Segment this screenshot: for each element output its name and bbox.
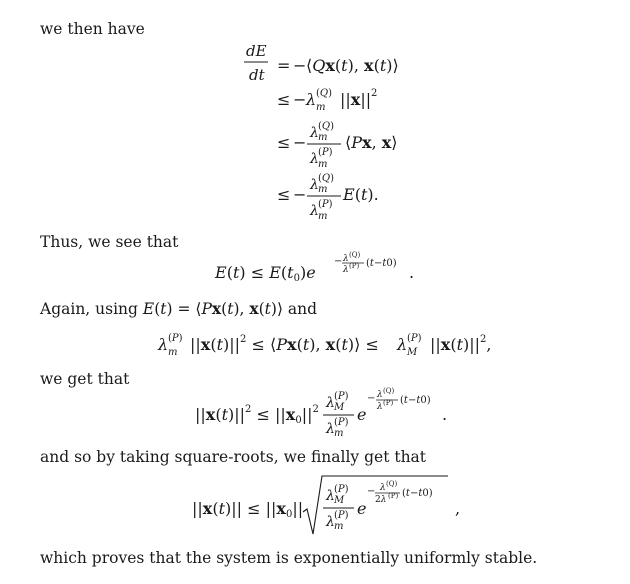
exp-sup-P: (P) [349,262,360,270]
eq-row-3 [277,121,398,170]
exp-minus: − [367,393,376,404]
exp-time: (t−t0) [402,488,433,499]
lambda-den: λ [310,151,319,167]
exp-sup-Q: (Q) [349,251,361,259]
exp-lambda-num: λ [380,483,386,493]
exp-base-e: e [357,405,367,424]
expr-inner-Px-x: ⟨Px, x⟩ [345,133,398,152]
minus-sign: − [293,133,307,152]
equation-norm-sqrt [0,470,630,540]
lambda-den: λ [326,421,335,437]
equation-eigen-bounds [0,326,630,362]
exp-time: (t−t0) [400,395,431,406]
period: . [409,263,415,282]
expr-norm-sq: $||x(t)||^2 \le ||x0||^2$ [195,404,319,426]
exp-lambda-num: λ [377,390,383,400]
lambda: λ [158,335,169,354]
sub-m: m [334,428,344,439]
exp-den-2lambda: 2λ [375,495,387,505]
paragraph-again-text: Again, using [40,300,138,318]
sub-m: m [168,347,178,358]
lambda-den: λ [326,514,335,530]
expr-left: $||x(t)||^2$ ≤ ⟨Px(t), x(t)⟩ ≤ [190,334,379,354]
sub-m: m [334,521,344,532]
sub-m: m [318,184,328,195]
expr-E-t: E(t). [343,185,379,204]
lambda-num: λ [310,125,319,141]
sub-m: m [318,159,328,170]
sup-P: (P) [318,147,333,158]
exp-time: (t−t0) [366,258,397,269]
paragraph-we-then-have: we then have [40,20,145,38]
sup-P: (P) [334,510,349,521]
sub-M: M [334,495,345,506]
sub-m: m [316,102,326,113]
exp-lambda-den: λ [377,402,383,412]
paragraph-square-roots: and so by taking square-roots, we finally get that [40,448,427,466]
comma: , [455,499,461,518]
minus-sign: − [293,185,307,204]
equals-sign: = [277,56,291,75]
eq-row-2 [277,88,377,113]
eq-row-1 [244,42,399,84]
eq-row-4 [277,173,379,222]
sup-P: (P) [318,199,333,210]
exp-minus: − [334,256,343,267]
frac-denominator-dt: dt [249,66,265,84]
sqrt-radical [303,476,448,534]
expr-right: $||x(t)||^2$, [430,334,492,354]
sub-M: M [334,402,345,413]
equation-energy-decay [0,248,630,288]
exp-lambda-num: λ [343,254,349,264]
sup-Q: (Q) [318,173,335,184]
expr-inner-Qx-x: ⟨Qx(t), x(t)⟩ [306,56,399,75]
sup-P: (P) [334,417,349,428]
le-sign: ≤ [277,90,291,109]
exp-lambda-den: λ [343,265,349,275]
paragraph-conclusion: which proves that the system is exponentially uniformly stable. [40,549,538,567]
sup-Q: (Q) [316,88,333,99]
sub-m: m [318,132,328,143]
frac-numerator-dE: dE [246,42,267,60]
lambda-den: λ [310,203,319,219]
lambda-num: λ [326,488,335,504]
lambda-num: λ [310,177,319,193]
lambda: λ [306,90,317,109]
inline-math-energy: E(t) = ⟨Px(t), x(t)⟩ [142,299,288,318]
expr-E-t-le: E(t) ≤ E(t0)e [215,263,316,284]
sup-P: (P) [168,333,183,344]
le-sign: ≤ [277,185,291,204]
equation-norm-squared [0,385,630,445]
paragraph-and-text: and [287,300,318,318]
lambda-num: λ [326,395,335,411]
paragraph-again [40,300,317,318]
le-sign: ≤ [277,133,291,152]
minus-sign: − [293,90,307,109]
expr-norm: ||x(t)|| ≤ ||x0|| [192,499,304,520]
paragraph-thus: Thus, we see that [40,233,179,251]
exp-sup-Q: (Q) [383,387,395,395]
norm-x: ||x|| [340,90,372,109]
sub-m: m [318,211,328,222]
exp-sup-P: (P) [388,492,399,500]
paragraph-we-get: we get that [40,370,130,388]
sup-P: (P) [407,333,422,344]
sup-P: (P) [334,484,349,495]
exp-sup-Q: (Q) [386,480,398,488]
period: . [442,405,448,424]
sup-P: (P) [334,391,349,402]
sub-M: M [407,347,418,358]
exp-sup-P: (P) [383,399,394,407]
sup-Q: (Q) [318,121,335,132]
lambda: λ [397,335,408,354]
exp-minus: − [367,486,376,497]
exp-base-e: e [357,499,367,518]
minus-sign: − [293,56,307,75]
sup-2: 2 [371,88,378,99]
